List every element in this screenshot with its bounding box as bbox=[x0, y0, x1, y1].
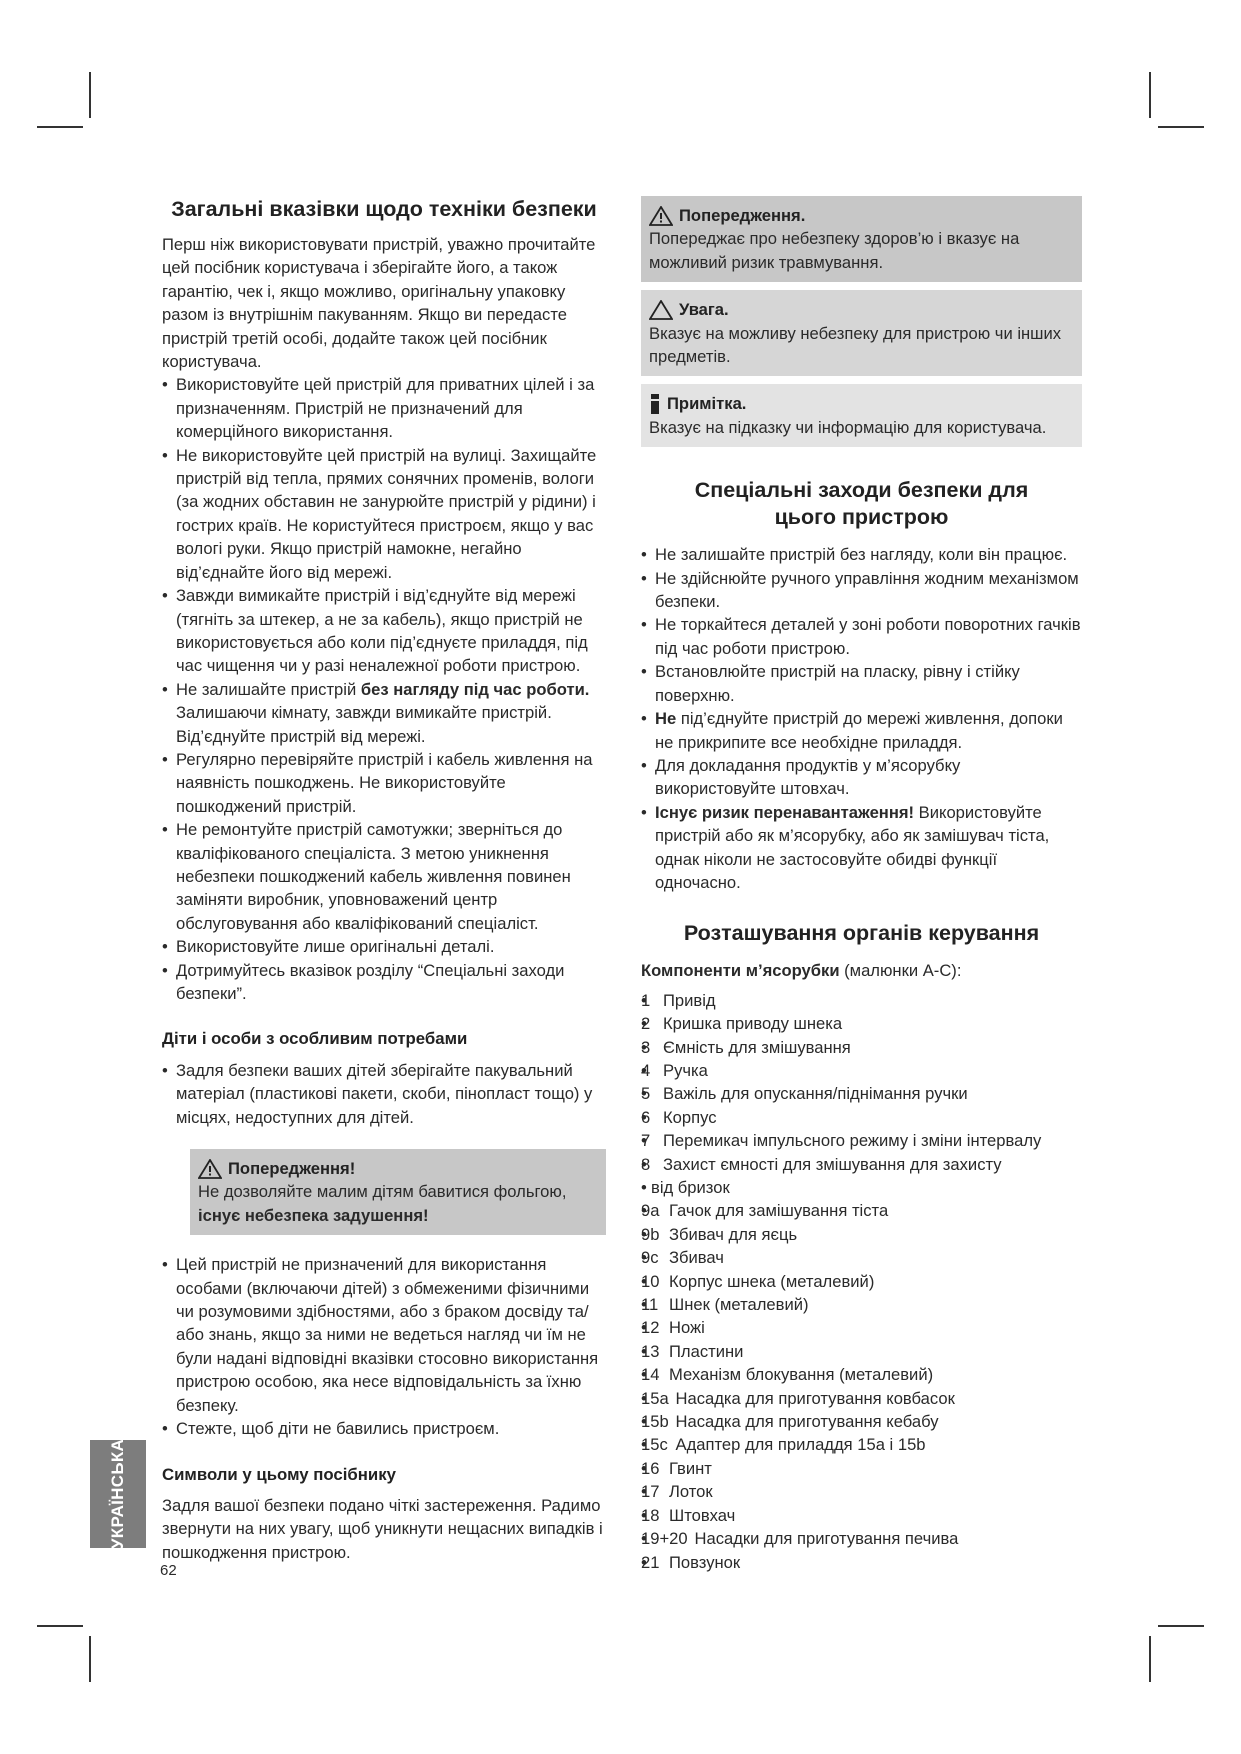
caution-box bbox=[641, 290, 1082, 376]
component-number: 9b bbox=[641, 1224, 660, 1244]
component-label: Гачок для замішування тіста bbox=[669, 1201, 889, 1221]
list-item: • Завжди вимикайте пристрій і від’єднуйте від мережі (тягніть за штекер, а не за кабель), якщо пристрій не використовується або коли під’єднуєте приладдя, під час чищення чи у разі неналежної роботи пристрою. bbox=[162, 584, 606, 678]
component-item bbox=[641, 1082, 1082, 1105]
special-heading bbox=[641, 477, 1082, 531]
children-heading: Діти і особи з особливим потребами bbox=[162, 1029, 468, 1049]
caution-title bbox=[649, 298, 1074, 321]
language-tab-label: УКРАЇНСЬКА bbox=[108, 1438, 127, 1550]
crop-mark bbox=[37, 126, 83, 128]
symbols-heading: Символи у цьому посібнику bbox=[162, 1464, 396, 1484]
component-item bbox=[641, 1457, 1082, 1480]
component-item bbox=[641, 1340, 1082, 1363]
crop-mark bbox=[89, 72, 91, 118]
component-number: 19+20 bbox=[641, 1529, 688, 1549]
component-item bbox=[641, 1316, 1082, 1339]
component-item bbox=[641, 1106, 1082, 1129]
component-number: 16 bbox=[641, 1458, 660, 1478]
note-box bbox=[641, 384, 1082, 447]
list-item: • Стежте, щоб діти не бавились пристроєм. bbox=[162, 1417, 606, 1440]
component-item bbox=[641, 989, 1082, 1012]
heading-line: Спеціальні заходи безпеки для bbox=[694, 478, 1029, 503]
warning-box bbox=[641, 196, 1082, 282]
component-number: 18 bbox=[641, 1505, 660, 1525]
component-label: Захист ємності для змішування для захисту bbox=[663, 1154, 1002, 1174]
component-label: Корпус шнека (металевий) bbox=[669, 1271, 875, 1291]
list-item: • Для докладання продуктів у м’ясорубку використовуйте штовхач. bbox=[641, 754, 1082, 801]
component-label: Корпус bbox=[663, 1107, 717, 1127]
component-number: 14 bbox=[641, 1365, 660, 1385]
safety-list bbox=[162, 373, 606, 1005]
list-item: • Дотримуйтесь вказівок розділу “Спеціальні заходи безпеки”. bbox=[162, 959, 606, 1006]
page-number: 62 bbox=[160, 1562, 177, 1579]
component-label: Ножі bbox=[669, 1318, 705, 1338]
component-number: 11 bbox=[641, 1295, 659, 1315]
component-item bbox=[641, 1527, 1082, 1550]
warning-triangle-icon bbox=[198, 1159, 222, 1179]
list-item bbox=[641, 801, 1082, 895]
caution-triangle-icon bbox=[649, 300, 673, 320]
controls-heading: Розташування органів керування bbox=[683, 921, 1040, 946]
component-item bbox=[641, 1129, 1082, 1152]
component-label: Штовхач bbox=[669, 1505, 736, 1525]
bold-text: Існує ризик перенавантаження! bbox=[655, 802, 915, 822]
crop-mark bbox=[1158, 1625, 1204, 1627]
right-column bbox=[641, 196, 1082, 1574]
component-number: 9a bbox=[641, 1201, 660, 1221]
component-number: 6 bbox=[641, 1107, 651, 1127]
list-item bbox=[641, 707, 1082, 754]
component-item bbox=[641, 1036, 1082, 1059]
component-label: Гвинт bbox=[669, 1458, 712, 1478]
crop-mark bbox=[1158, 126, 1204, 128]
list-item: • Не торкайтеся деталей у зоні роботи поворотних гачків під час роботи пристрою. bbox=[641, 613, 1082, 660]
note-title-text: Примітка. bbox=[667, 394, 747, 414]
component-item bbox=[641, 1551, 1082, 1574]
component-label: від бризок bbox=[651, 1178, 730, 1197]
component-item bbox=[641, 1059, 1082, 1082]
list-item: • Не ремонтуйте пристрій самотужки; зверніться до кваліфікованого спеціаліста. З метою уникнення небезпеки пошкоджений кабель живлення повинен заміняти виробник, уповноважений центр обслуговування або кваліфікований спеціаліст. bbox=[162, 818, 606, 935]
component-number: 12 bbox=[641, 1318, 660, 1338]
crop-mark bbox=[37, 1625, 83, 1627]
text: Залишаючи кімнату, завжди вимикайте пристрій. Від’єднуйте пристрій від мережі. bbox=[176, 703, 552, 746]
component-item bbox=[641, 1293, 1082, 1316]
component-item bbox=[641, 1410, 1082, 1433]
component-number: 15a bbox=[641, 1388, 669, 1408]
component-number: 9c bbox=[641, 1248, 659, 1268]
component-item bbox=[641, 1246, 1082, 1269]
component-label: Механізм блокування (металевий) bbox=[669, 1365, 934, 1385]
component-number: 21 bbox=[641, 1552, 660, 1572]
component-number: 13 bbox=[641, 1341, 660, 1361]
component-label: Насадка для приготування кебабу bbox=[675, 1412, 939, 1432]
component-item bbox=[641, 1504, 1082, 1527]
warning-text bbox=[198, 1180, 598, 1227]
component-item bbox=[641, 1387, 1082, 1410]
crop-mark bbox=[1149, 72, 1151, 118]
info-icon bbox=[649, 394, 661, 414]
text: Не дозволяйте малим дітям бавитися фольгою, bbox=[198, 1182, 567, 1202]
list-item: • Не здійснюйте ручного управління жодним механізмом безпеки. bbox=[641, 567, 1082, 614]
component-item bbox=[641, 1433, 1082, 1456]
warning-title bbox=[198, 1157, 598, 1180]
component-number: 4 bbox=[641, 1060, 651, 1080]
component-item bbox=[641, 1199, 1082, 1222]
component-number: 17 bbox=[641, 1482, 660, 1502]
component-number: 8 bbox=[641, 1154, 651, 1174]
list-item: • Не використовуйте цей пристрій на вулиці. Захищайте пристрій від тепла, прямих сонячних променів, вологи (за жодних обставин не занурюйте пристрій у рідини) і гострих країв. Не користуйтеся пристроєм, якщо у вас вологі руки. Якщо пристрій намокне, негайно від’єднайте його від мережі. bbox=[162, 444, 606, 584]
crop-mark bbox=[89, 1636, 91, 1682]
left-column bbox=[162, 196, 606, 1564]
component-item bbox=[641, 1363, 1082, 1386]
component-label: Адаптер для приладдя 15a і 15b bbox=[675, 1435, 926, 1455]
component-label: Ємність для змішування bbox=[663, 1037, 851, 1057]
caution-title-text: Увага. bbox=[679, 300, 729, 320]
component-item bbox=[641, 1223, 1082, 1246]
component-label: Насадка для приготування ковбасок bbox=[675, 1388, 955, 1408]
component-number: 1 bbox=[641, 990, 651, 1010]
component-number: 15b bbox=[641, 1412, 669, 1432]
warning-title-text: Попередження. bbox=[679, 206, 806, 225]
list-item: • Регулярно перевіряйте пристрій і кабель живлення на наявність пошкоджень. Не використовуйте пошкоджений пристрій. bbox=[162, 748, 606, 818]
symbols-paragraph: Задля вашої безпеки подано чіткі застереження. Радимо звернути на них увагу, щоб уникнути нещасних випадків і пошкодження пристрою. bbox=[162, 1495, 603, 1562]
children-list-2 bbox=[162, 1253, 606, 1440]
safety-heading: Загальні вказівки щодо техніки безпеки bbox=[171, 197, 597, 221]
text: під’єднуйте пристрій до мережі живлення, допоки не прикрипите все необхідне приладдя. bbox=[655, 709, 1063, 752]
warning-title-text: Попередження! bbox=[228, 1159, 356, 1179]
note-title bbox=[649, 392, 1074, 415]
list-item: • Встановлюйте пристрій на пласку, рівну і стійку поверхню. bbox=[641, 660, 1082, 707]
bold-text: без нагляду під час роботи. bbox=[360, 679, 590, 699]
list-item: • Цей пристрій не призначений для використання особами (включаючи дітей) з обмеженими фізичними чи розумовими здібностями, або з браком досвіду та/або знань, якщо за ними не ведеться нагляд чи їм не були надані відповідні вказівки стосовно використання пристрою особою, яка несе відповідальність за їхню безпеку. bbox=[162, 1253, 606, 1417]
component-item bbox=[641, 1176, 1082, 1199]
component-label: Збивач для яєць bbox=[669, 1224, 798, 1244]
caution-text: Вказує на можливу небезпеку для пристрою чи інших предметів. bbox=[649, 323, 1062, 367]
component-label: Шнек (металевий) bbox=[669, 1295, 809, 1315]
warning-title bbox=[649, 204, 1074, 227]
component-label: Перемикач імпульсного режиму і зміни інтервалу bbox=[663, 1131, 1042, 1151]
component-label: Насадки для приготування печива bbox=[694, 1529, 959, 1549]
component-label: Важіль для опускання/піднімання ручки bbox=[663, 1084, 968, 1104]
component-label: Кришка приводу шнека bbox=[663, 1014, 843, 1034]
list-item: • Не залишайте пристрій без нагляду, коли він працює. bbox=[641, 543, 1082, 566]
component-item bbox=[641, 1153, 1082, 1176]
component-label: Лоток bbox=[669, 1482, 713, 1502]
component-number: 15c bbox=[641, 1435, 668, 1455]
note-text: Вказує на підказку чи інформацію для користувача. bbox=[649, 417, 1047, 437]
component-item bbox=[641, 1480, 1082, 1503]
text: Використовуйте пристрій або як м’ясорубку, або як замішувач тіста, однак ніколи не застосовуйте обидві функції одночасно. bbox=[655, 802, 1050, 892]
child-warning-box bbox=[190, 1149, 606, 1235]
special-list bbox=[641, 543, 1082, 894]
warning-text: Попереджає про небезпеку здоров’ю і вказує на можливий ризик травмування. bbox=[649, 229, 1020, 272]
component-label: Пластини bbox=[669, 1341, 744, 1361]
list-item: • Задля безпеки ваших дітей зберігайте пакувальний матеріал (пластикові пакети, скоби, пінопласт тощо) у місцях, недоступних для дітей. bbox=[162, 1059, 606, 1129]
component-label: Ручка bbox=[663, 1060, 708, 1080]
bold-text: існує небезпека задушення! bbox=[198, 1205, 429, 1225]
list-item: • Використовуйте цей пристрій для приватних цілей і за призначенням. Пристрій не призначений для комерційного використання. bbox=[162, 373, 606, 443]
component-number: 10 bbox=[641, 1271, 660, 1291]
components-list bbox=[641, 989, 1082, 1574]
component-label: Привід bbox=[663, 990, 716, 1010]
component-number: 2 bbox=[641, 1014, 651, 1034]
component-label: Збивач bbox=[669, 1248, 724, 1268]
component-label: Повзунок bbox=[669, 1552, 741, 1572]
crop-mark bbox=[1149, 1636, 1151, 1682]
warning-triangle-icon bbox=[649, 206, 673, 226]
component-item bbox=[641, 1270, 1082, 1293]
text: Не залишайте пристрій bbox=[176, 679, 361, 699]
component-number: 7 bbox=[641, 1131, 651, 1151]
intro-paragraph: Перш ніж використовувати пристрій, уважно прочитайте цей посібник користувача і зберігайте його, а також гарантію, чек і, якщо можливо, оригінальну упаковку разом із внутрішнім пакуванням. Якщо ви передасте пристрій третій особі, додайте також цей посібник користувача. bbox=[162, 235, 596, 372]
component-number: 5 bbox=[641, 1084, 651, 1104]
bold-text: Не bbox=[655, 709, 677, 729]
list-item: • Використовуйте лише оригінальні деталі. bbox=[162, 935, 606, 958]
text: (малюнки A-C): bbox=[839, 961, 962, 981]
heading-line: цього пристрою bbox=[774, 505, 949, 530]
language-tab bbox=[90, 1440, 146, 1548]
component-item bbox=[641, 1012, 1082, 1035]
component-number: 3 bbox=[641, 1037, 651, 1057]
bold-text: Компоненти м’ясорубки bbox=[641, 961, 840, 981]
children-list bbox=[162, 1059, 606, 1129]
components-intro bbox=[641, 959, 1082, 982]
list-item bbox=[162, 678, 606, 748]
